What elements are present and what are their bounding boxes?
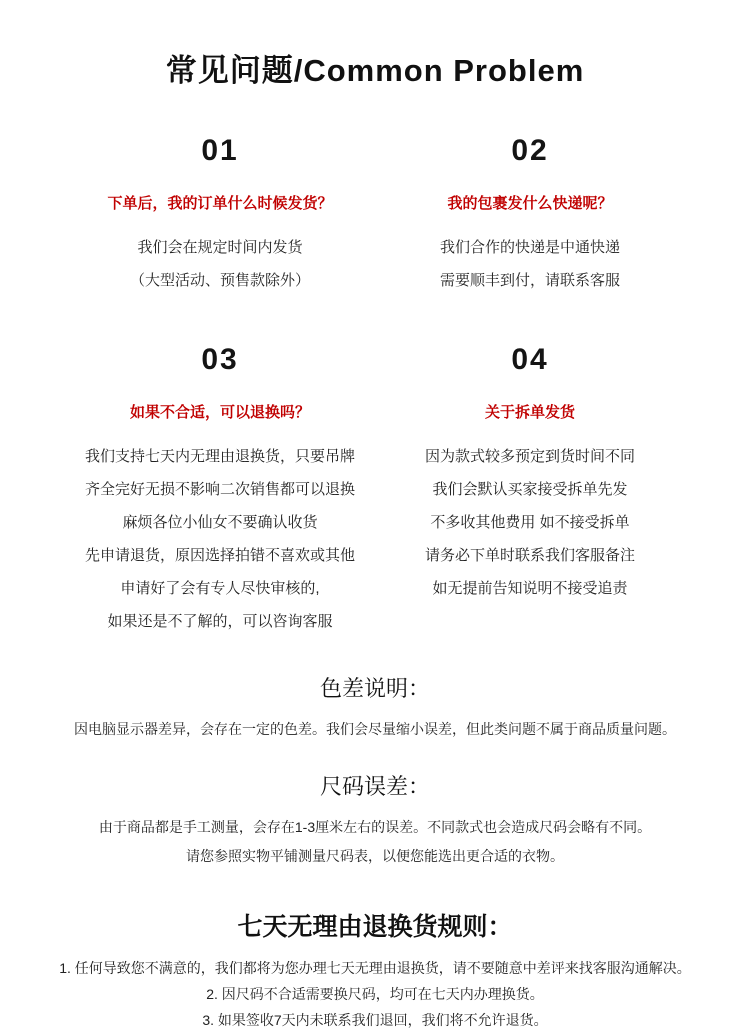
note-body — [0, 813, 750, 871]
note-line: 3. 如果签收7天内未联系我们退回，我们将不允许退货。 — [202, 1011, 548, 1028]
faq-question: 下单后，我的订单什么时候发货？ — [107, 194, 333, 212]
faq-answer — [75, 231, 365, 297]
faq-item-3 — [75, 343, 365, 638]
note-body — [0, 715, 750, 744]
faq-question: 我的包裹发什么快递呢？ — [447, 194, 613, 212]
faq-answer — [385, 231, 675, 297]
faq-item-4 — [385, 343, 675, 638]
note-line: 因电脑显示器差异，会存在一定的色差。我们会尽量缩小误差，但此类问题不属于商品质量问题。 — [74, 720, 676, 737]
faq-question: 关于拆单发货 — [484, 403, 575, 421]
faq-answer-line: 如果还是不了解的，可以咨询客服 — [107, 612, 333, 630]
faq-answer — [75, 440, 365, 638]
faq-answer-line: 我们支持七天内无理由退换货，只要吊牌 — [84, 447, 355, 465]
faq-number: 01 — [201, 133, 239, 167]
note-size-tolerance — [0, 770, 750, 871]
note-line: 由于商品都是手工测量，会存在1-3厘米左右的误差。不同款式也会造成尺码会略有不同。 — [98, 818, 652, 835]
note-title: 七天无理由退换货规则： — [237, 912, 513, 941]
faq-number: 02 — [511, 133, 549, 167]
faq-answer-line: 我们会在规定时间内发货 — [137, 238, 303, 256]
faq-page — [0, 21, 750, 1028]
faq-answer-line: 我们合作的快递是中通快递 — [439, 238, 620, 256]
faq-answer-line: 请务必下单时联系我们客服备注 — [424, 546, 635, 564]
note-return-rules — [0, 907, 750, 1033]
faq-answer-line: 不多收其他费用 如不接受拆单 — [430, 513, 630, 531]
faq-question: 如果不合适，可以退换吗？ — [129, 403, 310, 421]
note-line: 请您参照实物平铺测量尺码表，以便您能选出更合适的衣物。 — [186, 847, 564, 864]
faq-number: 04 — [511, 342, 549, 376]
faq-number: 03 — [201, 342, 239, 376]
faq-answer-line: 我们会默认买家接受拆单先发 — [432, 480, 628, 498]
faq-answer-line: 申请好了会有专人尽快审核的, — [120, 579, 320, 597]
faq-answer-line: 齐全完好无损不影响二次销售都可以退换 — [84, 480, 355, 498]
faq-answer-line: （大型活动、预售款除外） — [129, 271, 310, 289]
notes-area — [0, 672, 750, 1033]
note-line: 1. 任何导致您不满意的，我们都将为您办理七天无理由退换货，请不要随意中差评来找客服沟通解决。 — [59, 959, 691, 976]
faq-answer-line: 先申请退货，原因选择拍错不喜欢或其他 — [84, 546, 355, 564]
faq-item-1 — [75, 134, 365, 297]
note-title: 色差说明： — [319, 675, 430, 701]
faq-answer — [385, 440, 675, 605]
page-title: 常见问题/Common Problem — [165, 52, 585, 88]
note-line: 2. 因尺码不合适需要换尺码，均可在七天内办理换货。 — [206, 985, 544, 1002]
note-color-difference — [0, 672, 750, 744]
faq-grid — [75, 134, 675, 638]
faq-answer-line: 需要顺丰到付，请联系客服 — [439, 271, 620, 289]
faq-answer-line: 因为款式较多预定到货时间不同 — [424, 447, 635, 465]
faq-answer-line: 如无提前告知说明不接受追责 — [432, 579, 628, 597]
note-title: 尺码误差： — [319, 773, 430, 799]
faq-answer-line: 麻烦各位小仙女不要确认收货 — [122, 513, 318, 531]
note-body — [0, 955, 750, 1033]
faq-item-2 — [385, 134, 675, 297]
